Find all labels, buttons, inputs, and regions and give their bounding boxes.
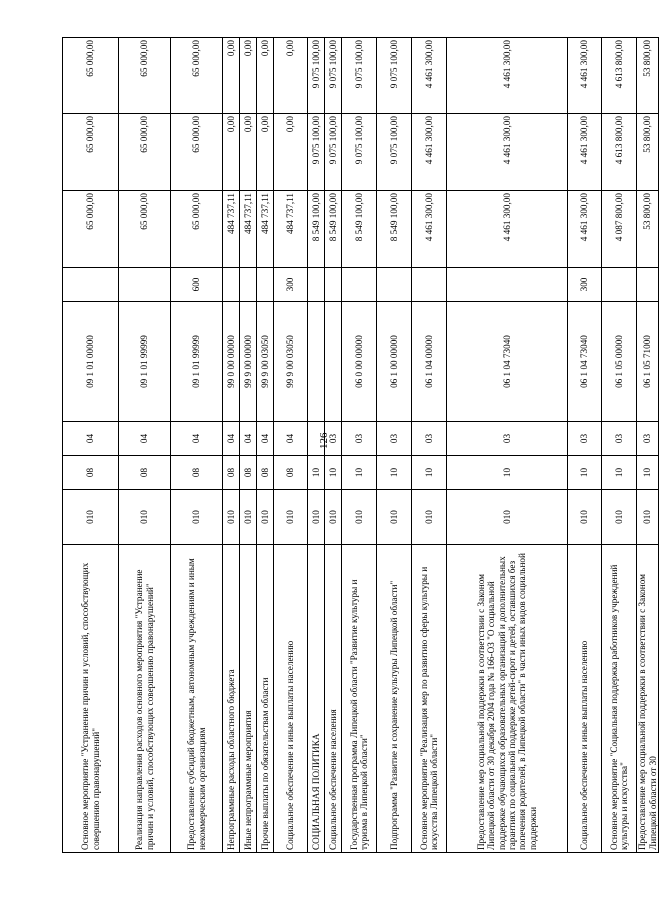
cell-section: 10: [377, 456, 412, 490]
cell-amount-3: 0,00: [240, 38, 257, 114]
cell-amount-2: 53 800,00: [637, 114, 659, 191]
cell-amount-1: 4 461 300,00: [568, 191, 602, 268]
cell-admin-code: 010: [342, 490, 377, 545]
cell-amount-2: 9 075 100,00: [308, 114, 325, 191]
cell-expense-type: [637, 268, 659, 302]
cell-amount-3: 53 800,00: [637, 38, 659, 114]
cell-admin-code: 010: [602, 490, 637, 545]
table-row: [308, 38, 325, 853]
cell-expense-type: [447, 268, 568, 302]
cell-target-article: 99 9 00 03050: [274, 302, 308, 422]
cell-amount-1: 8 549 100,00: [325, 191, 342, 268]
cell-section: 08: [63, 456, 119, 490]
cell-amount-1: 4 461 300,00: [447, 191, 568, 268]
cell-name: Предоставление мер социальной поддержки в соответствии с Законом Липецкой области от 30: [637, 545, 659, 853]
cell-amount-2: 0,00: [240, 114, 257, 191]
cell-section: 08: [240, 456, 257, 490]
cell-amount-1: 65 000,00: [63, 191, 119, 268]
cell-name: Государственная программа Липецкой области "Развитие культуры и туризма в Липецкой области": [342, 545, 377, 853]
cell-section: 10: [325, 456, 342, 490]
cell-subsection: 03: [342, 422, 377, 456]
table-row: [637, 38, 659, 853]
table-row: [240, 38, 257, 853]
table-row: [447, 38, 568, 853]
cell-amount-3: 4 461 300,00: [412, 38, 447, 114]
cell-subsection: 04: [223, 422, 240, 456]
cell-target-article: 06 1 05 00000: [602, 302, 637, 422]
cell-amount-1: 484 737,11: [240, 191, 257, 268]
cell-amount-3: 0,00: [223, 38, 240, 114]
cell-name: СОЦИАЛЬНАЯ ПОЛИТИКА: [308, 545, 325, 853]
cell-admin-code: 010: [63, 490, 119, 545]
cell-amount-2: 65 000,00: [119, 114, 171, 191]
cell-amount-2: 65 000,00: [171, 114, 223, 191]
cell-admin-code: 010: [637, 490, 659, 545]
cell-section: 08: [274, 456, 308, 490]
cell-admin-code: 010: [412, 490, 447, 545]
cell-amount-2: 9 075 100,00: [325, 114, 342, 191]
cell-amount-2: 4 613 800,00: [602, 114, 637, 191]
table-row: [412, 38, 447, 853]
table-row: [63, 38, 119, 853]
budget-table-container: [62, 38, 658, 853]
cell-amount-1: 65 000,00: [119, 191, 171, 268]
cell-name: Реализация направления расходов основного мероприятия "Устранение причин и условий, способствующих совершению правонарушений": [119, 545, 171, 853]
cell-amount-2: 65 000,00: [63, 114, 119, 191]
cell-name: Прочие выплаты по обязательствам области: [257, 545, 274, 853]
cell-subsection: 04: [240, 422, 257, 456]
cell-subsection: 04: [63, 422, 119, 456]
table-row: [325, 38, 342, 853]
cell-amount-2: 9 075 100,00: [377, 114, 412, 191]
cell-amount-3: 65 000,00: [63, 38, 119, 114]
cell-subsection: 04: [171, 422, 223, 456]
cell-target-article: 09 1 01 99999: [171, 302, 223, 422]
cell-section: 10: [602, 456, 637, 490]
table-row: [119, 38, 171, 853]
cell-name: Социальное обеспечение населения: [325, 545, 342, 853]
cell-name: Непрограммные расходы областного бюджета: [223, 545, 240, 853]
cell-expense-type: [412, 268, 447, 302]
cell-amount-1: 484 737,11: [257, 191, 274, 268]
cell-subsection: 04: [257, 422, 274, 456]
table-row: [602, 38, 637, 853]
cell-amount-3: 9 075 100,00: [308, 38, 325, 114]
cell-section: 10: [342, 456, 377, 490]
cell-expense-type: [325, 268, 342, 302]
cell-amount-3: 4 461 300,00: [568, 38, 602, 114]
cell-subsection: 03: [377, 422, 412, 456]
cell-name: Основное мероприятие "Реализация мер по развитию сферы культуры и искусства Липецкой области": [412, 545, 447, 853]
cell-section: 10: [568, 456, 602, 490]
cell-admin-code: 010: [447, 490, 568, 545]
cell-amount-2: 0,00: [257, 114, 274, 191]
cell-name: Иные непрограммные мероприятия: [240, 545, 257, 853]
cell-target-article: 06 1 05 71000: [637, 302, 659, 422]
cell-admin-code: 010: [308, 490, 325, 545]
cell-name: Предоставление субсидий бюджетным, автономным учреждениям и иным некоммерческим организациям: [171, 545, 223, 853]
cell-target-article: 06 1 04 73040: [447, 302, 568, 422]
cell-subsection: 03: [637, 422, 659, 456]
cell-target-article: 06 0 00 00000: [342, 302, 377, 422]
table-row: [257, 38, 274, 853]
cell-amount-1: 484 737,11: [274, 191, 308, 268]
cell-amount-3: 65 000,00: [119, 38, 171, 114]
budget-table: [62, 37, 659, 853]
cell-subsection: 03: [568, 422, 602, 456]
cell-subsection: [308, 422, 325, 456]
cell-amount-2: 0,00: [223, 114, 240, 191]
table-row: [342, 38, 377, 853]
cell-expense-type: [342, 268, 377, 302]
cell-expense-type: [63, 268, 119, 302]
cell-target-article: 99 9 00 00000: [240, 302, 257, 422]
cell-section: 08: [171, 456, 223, 490]
page-number: 126: [318, 432, 330, 449]
cell-name: Основное мероприятие "Устранение причин и условий, способствующих совершению правонарушений": [63, 545, 119, 853]
cell-admin-code: 010: [568, 490, 602, 545]
cell-amount-3: 4 461 300,00: [447, 38, 568, 114]
cell-amount-1: 8 549 100,00: [377, 191, 412, 268]
cell-name: Социальное обеспечение и иные выплаты населению: [274, 545, 308, 853]
cell-amount-2: 4 461 300,00: [568, 114, 602, 191]
cell-amount-2: 4 461 300,00: [412, 114, 447, 191]
cell-name: Социальное обеспечение и иные выплаты населению: [568, 545, 602, 853]
cell-subsection: 03: [447, 422, 568, 456]
table-row: [223, 38, 240, 853]
cell-admin-code: 010: [171, 490, 223, 545]
cell-section: 08: [257, 456, 274, 490]
cell-expense-type: [377, 268, 412, 302]
cell-target-article: [325, 302, 342, 422]
cell-expense-type: 300: [568, 268, 602, 302]
table-row: [274, 38, 308, 853]
cell-expense-type: [119, 268, 171, 302]
cell-amount-1: 484 737,11: [223, 191, 240, 268]
cell-subsection: 04: [274, 422, 308, 456]
cell-expense-type: [257, 268, 274, 302]
cell-amount-3: 0,00: [274, 38, 308, 114]
cell-expense-type: [308, 268, 325, 302]
table-row: [568, 38, 602, 853]
cell-amount-2: 4 461 300,00: [447, 114, 568, 191]
cell-admin-code: 010: [119, 490, 171, 545]
cell-admin-code: 010: [274, 490, 308, 545]
cell-amount-1: 65 000,00: [171, 191, 223, 268]
cell-amount-3: 9 075 100,00: [325, 38, 342, 114]
cell-amount-2: 0,00: [274, 114, 308, 191]
cell-amount-1: 8 549 100,00: [308, 191, 325, 268]
cell-expense-type: 600: [171, 268, 223, 302]
table-body: [63, 38, 659, 853]
cell-amount-1: 4 087 800,00: [602, 191, 637, 268]
cell-amount-3: 65 000,00: [171, 38, 223, 114]
cell-subsection: 03: [325, 422, 342, 456]
cell-amount-1: 53 800,00: [637, 191, 659, 268]
cell-target-article: 06 1 00 00000: [377, 302, 412, 422]
table-row: [377, 38, 412, 853]
cell-subsection: 03: [412, 422, 447, 456]
cell-section: 08: [119, 456, 171, 490]
cell-target-article: 06 1 04 73040: [568, 302, 602, 422]
cell-amount-3: 0,00: [257, 38, 274, 114]
cell-expense-type: [223, 268, 240, 302]
cell-admin-code: 010: [223, 490, 240, 545]
cell-subsection: 03: [602, 422, 637, 456]
cell-admin-code: 010: [377, 490, 412, 545]
cell-name: Основное мероприятие "Социальная поддержка работников учреждений культуры и искусства": [602, 545, 637, 853]
cell-amount-3: 9 075 100,00: [377, 38, 412, 114]
cell-target-article: 99 9 00 03050: [257, 302, 274, 422]
cell-admin-code: 010: [257, 490, 274, 545]
cell-amount-2: 9 075 100,00: [342, 114, 377, 191]
cell-subsection: 04: [119, 422, 171, 456]
cell-target-article: 09 1 01 99999: [119, 302, 171, 422]
cell-target-article: 09 1 01 00000: [63, 302, 119, 422]
cell-expense-type: [602, 268, 637, 302]
cell-expense-type: 300: [274, 268, 308, 302]
cell-expense-type: [240, 268, 257, 302]
cell-section: 08: [223, 456, 240, 490]
cell-name: Предоставление мер социальной поддержки в соответствии с Законом Липецкой области от 30 декабря 2004 года № 166-ОЗ "О социальной поддержке обучающихся образовательных организаций и дополнительных гарантиях по социальной поддержке детей-сирот и детей, оставшихся без попечения родителей, в Липецкой области" в части иных видов социальной поддержки: [447, 545, 568, 853]
cell-amount-1: 8 549 100,00: [342, 191, 377, 268]
cell-admin-code: 010: [325, 490, 342, 545]
cell-amount-3: 9 075 100,00: [342, 38, 377, 114]
cell-target-article: [308, 302, 325, 422]
cell-target-article: 06 1 04 00000: [412, 302, 447, 422]
table-row: [171, 38, 223, 853]
cell-section: 10: [412, 456, 447, 490]
cell-amount-1: 4 461 300,00: [412, 191, 447, 268]
cell-target-article: 99 0 00 00000: [223, 302, 240, 422]
cell-name: Подпрограмма "Развитие и сохранение культуры Липецкой области": [377, 545, 412, 853]
cell-amount-3: 4 613 800,00: [602, 38, 637, 114]
cell-admin-code: 010: [240, 490, 257, 545]
cell-section: 10: [447, 456, 568, 490]
cell-section: 10: [637, 456, 659, 490]
cell-section: 10: [308, 456, 325, 490]
